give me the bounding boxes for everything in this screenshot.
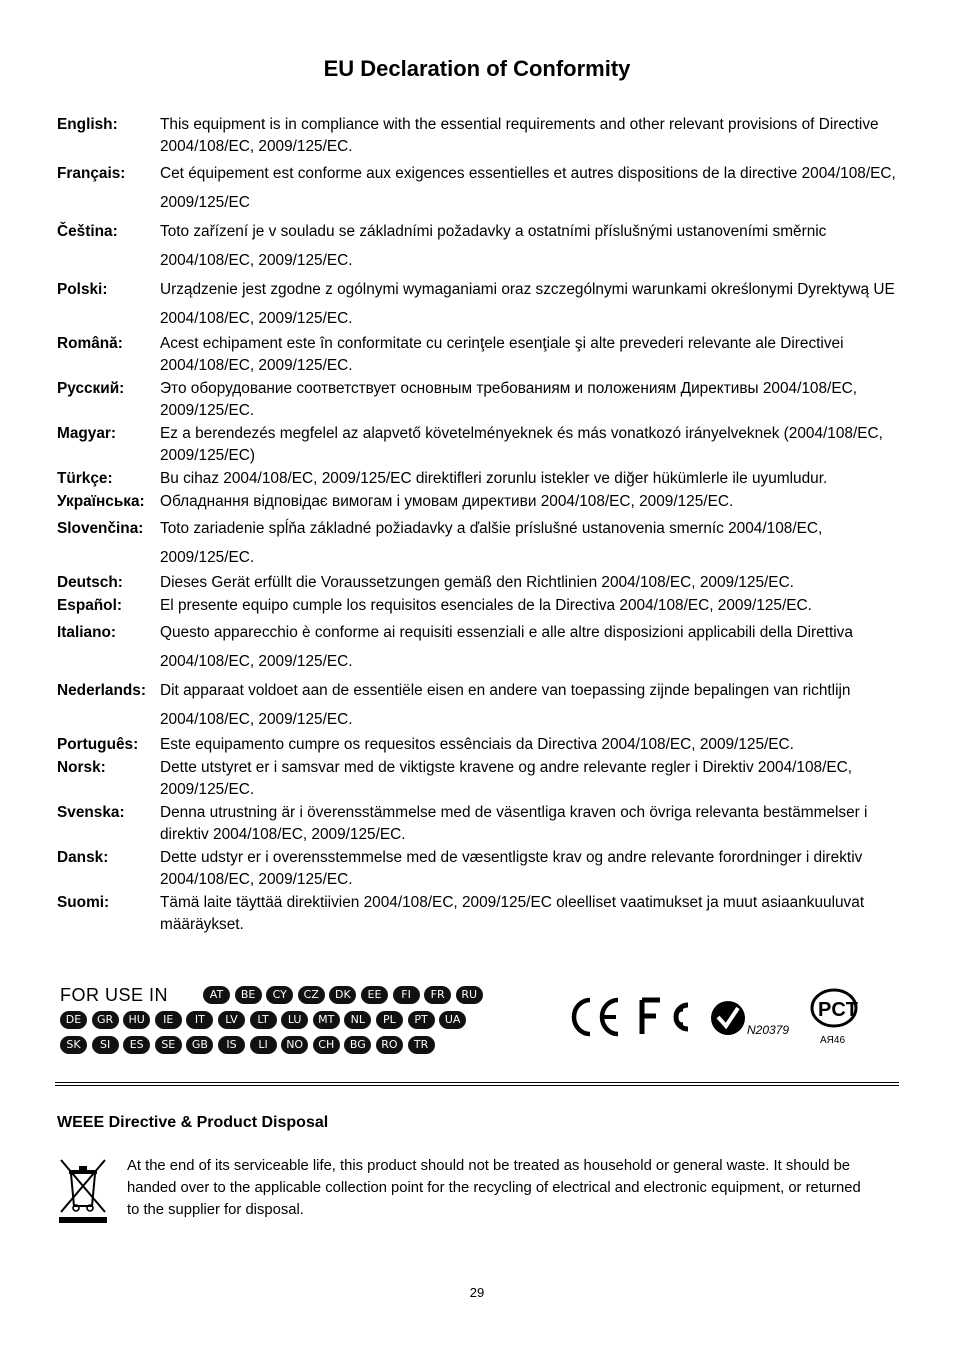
country-badge: RO (376, 1036, 403, 1054)
language-label: English: (57, 116, 118, 133)
fcc-mark (642, 1000, 688, 1034)
declaration-row (57, 514, 897, 572)
ce-mark (574, 1000, 618, 1034)
language-label: Nederlands: (57, 682, 146, 699)
country-badge: NO (281, 1036, 308, 1054)
gost-code: АЯ46 (820, 1035, 846, 1046)
country-badge: LT (250, 1011, 277, 1029)
declaration-row (57, 847, 897, 891)
country-badge: PL (376, 1011, 403, 1029)
country-badges (60, 983, 500, 1058)
declaration-row (57, 572, 897, 594)
declaration-text: Tämä laite täyttää direktiivien 2004/108/EC, 2009/125/EC oleelliset vaatimukset ja muut asiaankuuluvat määräykset. (160, 894, 865, 933)
for-use-in-label: FOR USE IN (60, 984, 169, 1005)
country-badge: LU (281, 1011, 308, 1029)
country-badge: LV (218, 1011, 245, 1029)
declaration-row (57, 114, 897, 158)
language-label: Norsk: (57, 759, 106, 776)
declaration-text: Dette utstyret er i samsvar med de viktigste kravene og andre relevante regler i Direktiv 2004/108/EC, 2009/125/EC. (160, 759, 853, 798)
divider (55, 1082, 899, 1083)
c-tick-code: N20379 (747, 1023, 790, 1037)
weee-heading: WEEE Directive & Product Disposal (57, 1114, 329, 1131)
language-label: Français: (57, 165, 126, 182)
declaration-row (57, 159, 897, 217)
country-badge: LI (250, 1036, 277, 1054)
language-label: Italiano: (57, 624, 116, 641)
declaration-row (57, 595, 897, 617)
country-badge: DE (60, 1011, 87, 1029)
declaration-text: Ez a berendezés megfelel az alapvető követelményeknek és más vonatkozó irányelveknek (2004/108/EC, 2009/125/EC) (160, 425, 883, 464)
declaration-row (57, 802, 897, 846)
country-badge: NL (344, 1011, 371, 1029)
language-label: Türkçe: (57, 470, 113, 487)
country-badge: BE (235, 986, 262, 1004)
declaration-text: Dieses Gerät erfüllt die Voraussetzungen gemäß den Richtlinien 2004/108/EC, 2009/125/EC. (160, 574, 794, 591)
declaration-text: Bu cihaz 2004/108/EC, 2009/125/EC direktifleri zorunlu istekler ve diğer hükümlerle ile uyumludur. (160, 470, 828, 487)
language-label: Українська: (57, 493, 145, 510)
declaration-row (57, 734, 897, 756)
language-label: Magyar: (57, 425, 117, 442)
country-badge: CH (313, 1036, 340, 1054)
language-label: Português: (57, 736, 139, 753)
country-badge: GB (186, 1036, 213, 1054)
gost-letters: PCT (818, 999, 858, 1021)
country-badge: HU (123, 1011, 150, 1029)
country-badge: TR (408, 1036, 435, 1054)
country-badge: IE (155, 1011, 182, 1029)
certification-marks (566, 988, 866, 1048)
declaration-text: Toto zařízení je v souladu se základními požadavky a ostatními příslušnými ustanoveními směrnic 2004/108/EC, 2009/125/EC. (160, 223, 827, 269)
country-badge: DK (329, 986, 356, 1004)
weee-text: At the end of its serviceable life, this product should not be treated as household or general waste. It should be handed over to the applicable collection point for the recycling of electrical and electronic equipment, or returned to the supplier for disposal. (127, 1158, 861, 1218)
declaration-list (57, 114, 897, 937)
country-badge: IT (186, 1011, 213, 1029)
declaration-text: Questo apparecchio è conforme ai requisiti essenziali e alle altre disposizioni applicabili della Direttiva 2004/108/EC, 2009/125/EC. (160, 624, 853, 670)
country-badge: SE (155, 1036, 182, 1054)
declaration-text: El presente equipo cumple los requisitos esenciales de la Directiva 2004/108/EC, 2009/125/EC. (160, 597, 812, 614)
page-title: EU Declaration of Conformity (323, 56, 631, 81)
c-tick-mark (711, 1001, 789, 1037)
declaration-row (57, 676, 897, 734)
language-label: Svenska: (57, 804, 125, 821)
crossed-out-bin-icon (57, 1156, 109, 1224)
country-badge: RU (456, 986, 483, 1004)
country-badge: FI (393, 986, 420, 1004)
country-badge: FR (424, 986, 451, 1004)
country-badge: AT (203, 986, 230, 1004)
country-badge: ES (123, 1036, 150, 1054)
declaration-row (57, 378, 897, 422)
declaration-text: Это оборудование соответствует основным требованиям и положениям Директивы 2004/108/EC, 2009/125/EC. (160, 380, 857, 419)
badge-row (60, 1008, 500, 1032)
gost-mark (812, 990, 858, 1046)
declaration-row (57, 491, 897, 513)
declaration-text: This equipment is in compliance with the essential requirements and other relevant provisions of Directive 2004/108/EC, 2009/125/EC. (160, 116, 879, 155)
country-badge: GR (92, 1011, 119, 1029)
badge-row (60, 983, 500, 1007)
country-badge: SK (60, 1036, 87, 1054)
divider (55, 1085, 899, 1086)
declaration-text: Cet équipement est conforme aux exigences essentielles et autres dispositions de la directive 2004/108/EC, 2009/125/EC (160, 165, 896, 211)
language-label: Deutsch: (57, 574, 123, 591)
declaration-text: Denna utrustning är i överensstämmelse med de väsentliga kraven och övriga relevanta bestämmelser i direktiv 2004/108/EC, 2009/125/EC. (160, 804, 868, 843)
declaration-text: Urządzenie jest zgodne z ogólnymi wymaganiami oraz szczególnymi warunkami określonymi Dyrektywą UE 2004/108/EC, 2009/125/EC. (160, 281, 895, 327)
country-badge: SI (92, 1036, 119, 1054)
declaration-row (57, 217, 897, 275)
page-number: 29 (469, 1285, 485, 1300)
country-badge: PT (408, 1011, 435, 1029)
declaration-text: Dit apparaat voldoet aan de essentiële eisen en andere van toepassing zijnde bepalingen van richtlijn 2004/108/EC, 2009/125/EC. (160, 682, 851, 728)
declaration-text: Toto zariadenie spĺňa základné požiadavky a ďalšie príslušné ustanovenia smerníc 2004/108/EC, 2009/125/EC. (160, 520, 823, 566)
declaration-row (57, 618, 897, 676)
declaration-row (57, 468, 897, 490)
declaration-text: Este equipamento cumpre os requesitos essênciais da Directiva 2004/108/EC, 2009/125/EC. (160, 736, 794, 753)
language-label: Slovenčina: (57, 520, 144, 537)
language-label: Русский: (57, 380, 125, 397)
language-label: Suomi: (57, 894, 110, 911)
declaration-row (57, 892, 897, 936)
declaration-row (57, 275, 897, 333)
declaration-row (57, 333, 897, 377)
declaration-text: Dette udstyr er i overensstemmelse med de væsentligste krav og andre relevante forordninger i direktiv 2004/108/EC, 2009/125/EC. (160, 849, 863, 888)
language-label: Dansk: (57, 849, 109, 866)
country-badge: CZ (298, 986, 325, 1004)
country-badge: UA (439, 1011, 466, 1029)
badge-row (60, 1033, 500, 1057)
country-badge: EE (361, 986, 388, 1004)
declaration-text: Acest echipament este în conformitate cu cerinţele esenţiale şi alte prevederi relevante ale Directivei 2004/108/EC, 2009/125/EC. (160, 335, 844, 374)
language-label: Español: (57, 597, 122, 614)
language-label: Polski: (57, 281, 108, 298)
country-badge: BG (344, 1036, 371, 1054)
language-label: Română: (57, 335, 123, 352)
declaration-row (57, 423, 897, 467)
country-badge: IS (218, 1036, 245, 1054)
declaration-text: Обладнання відповідає вимогам і умовам директиви 2004/108/EC, 2009/125/EC. (160, 493, 734, 510)
language-label: Čeština: (57, 223, 118, 240)
country-badge: CY (266, 986, 293, 1004)
country-badge: MT (313, 1011, 340, 1029)
declaration-row (57, 757, 897, 801)
